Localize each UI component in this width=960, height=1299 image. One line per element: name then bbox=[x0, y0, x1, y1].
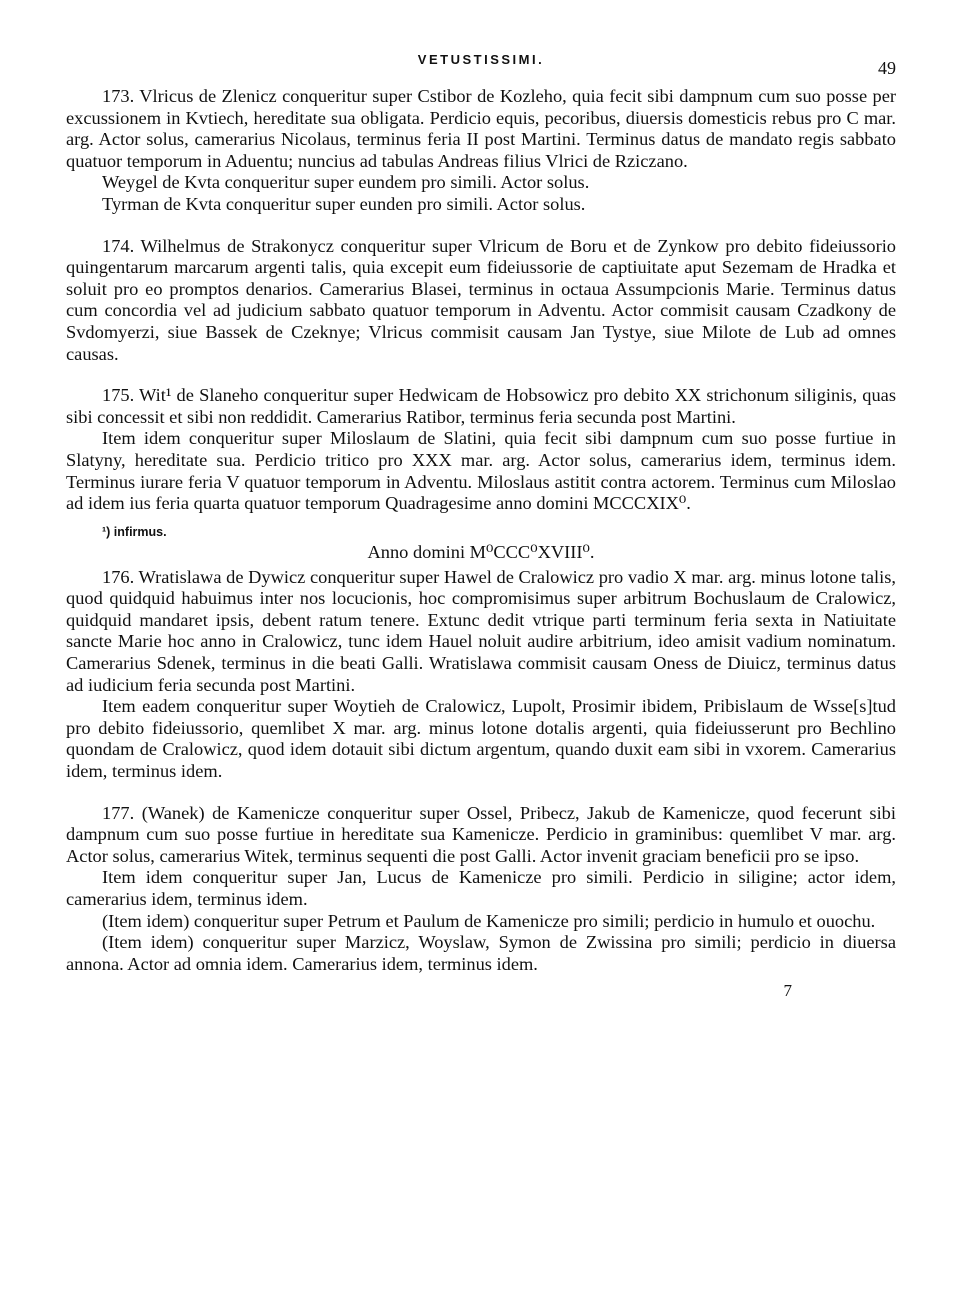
paragraph: (Item idem) conqueritur super Petrum et Paulum de Kamenicze pro simili; perdicio in humulo et ouochu. bbox=[102, 910, 876, 931]
paragraph: Item eadem conqueritur super Woytieh de Cralowicz, Lupolt, Prosimir ibidem, Pribislaum de Wsse[s]tud pro debito fideiussorio, quemlibet X mar. arg. minus lotone dotalis argenti, quia fideiusserunt pro Bechlino quondam de Cralowicz, quod idem dotauit sibi dictum argentum, quando duxit eam sibi in vxorem. Camerarius idem, terminus idem. bbox=[66, 696, 896, 782]
entry-175 bbox=[66, 385, 896, 515]
paragraph: 173. Vlricus de Zlenicz conqueritur super Cstibor de Kozleho, quia fecit sibi dampnum cum suo posse per excussionem in Kvtiech, hereditate sua obligata. Perdicio equis, pecoribus, diuersis domesticis rebus pro C mar. arg. Actor solus, camerarius Nicolaus, terminus feria II post Martini. Terminus datus de mandato regis sabbato quatuor temporum in Aduentu; nuncius ad tabulas Andreas filius Vlrici de Rziczano. bbox=[66, 86, 896, 171]
year-heading: Anno domini M⁰CCC⁰XVIII⁰. bbox=[367, 541, 595, 562]
paragraph: Item idem conqueritur super Jan, Lucus de Kamenicze pro simili. Perdicio in siligine; actor idem, camerarius idem, terminus idem. bbox=[66, 867, 896, 909]
paragraph: 175. Wit¹ de Slaneho conqueritur super Hedwicam de Hobsowicz pro debito XX strichonum siliginis, quas sibi concessit et sibi non reddidit. Camerarius Ratibor, terminus feria secunda post Martini. bbox=[66, 385, 896, 427]
paragraph: (Item idem) conqueritur super Marzicz, Woyslaw, Symon de Zwissina pro simili; perdicio in diuersa annona. Actor ad omnia idem. Camerarius idem, terminus idem. bbox=[66, 932, 896, 974]
running-head: VETUSTISSIMI. bbox=[417, 52, 545, 67]
page-header bbox=[66, 50, 896, 86]
paragraph: 176. Wratislawa de Dywicz conqueritur super Hawel de Cralowicz pro vadio X mar. arg. minus lotone talis, quod quidquid habuimus inter nos locucionis, hoc compromisimus super arbitrum Bochuslaum de Cralowicz, quidquid mandaret ipsis, debent ratum tenere. Extunc dedit vtrique parti terminum feria sexta in Natiuitate sancte Marie hoc anno in Cralowicz, tunc idem Hauel noluit audire arbitrium, ideo amisit vadium nominatum. Camerarius Sdenek, terminus in die beati Galli. Wratislawa commisit causam Oness de Diuicz, terminus datus ad iudicium feria secunda post Martini. bbox=[66, 566, 896, 695]
entry-176 bbox=[66, 567, 896, 783]
signature-mark: 7 bbox=[783, 981, 792, 1001]
paragraph: 177. (Wanek) de Kamenicze conqueritur super Ossel, Pribecz, Jakub de Kamenicze, quod fecerunt sibi dampnum cum suo posse furtiue in hereditate sua Kamenicze. Perdicio in graminibus: quemlibet V mar. arg. Actor solus, camerarius Witek, terminus sequenti die post Galli. Actor invenit graciam beneficii pro se ipso. bbox=[66, 802, 896, 866]
paragraph: Tyrman de Kvta conqueritur super eunden pro simili. Actor solus. bbox=[102, 193, 586, 214]
footnote: ¹) infirmus. bbox=[102, 524, 167, 539]
entry-174 bbox=[66, 236, 896, 366]
paragraph: Weygel de Kvta conqueritur super eundem pro simili. Actor solus. bbox=[102, 172, 590, 193]
entry-173 bbox=[66, 86, 896, 216]
document-page bbox=[66, 50, 896, 1001]
page-number: 49 bbox=[878, 58, 896, 78]
paragraph: 174. Wilhelmus de Strakonycz conqueritur super Vlricum de Boru et de Zynkow pro debito fideiussorio quingentarum marcarum argenti talis, quia excepit eum fideiussorie de captiuitate aput Sezemam de Hradka et soluit pro eo promptos denarios. Camerarius Blasei, terminus in octaua Assumpcionis Marie. Terminus datus cum concordia vel ad judicium sabbato quatuor temporum in Adventu. Actor commisit causam Czadkony de Svdomyerzi, siue Bassek de Czeknye; Vlricus commisit causam Jan Tystye, siue Milote de Lub ad omnes causas. bbox=[66, 235, 896, 364]
paragraph: Item idem conqueritur super Miloslaum de Slatini, quia fecit sibi dampnum cum suo posse furtiue in Slatyny, hereditate sua. Perdicio tritico pro XXX mar. arg. Actor solus, camerarius idem, terminus idem. Terminus iurare feria V quatuor temporum in Adventu. Miloslaus astitit contra actorem. Terminus cum Miloslao ad idem ius feria quarta quatuor temporum Quadragesime anno domini MCCCXIX⁰. bbox=[66, 428, 896, 514]
entry-177 bbox=[66, 803, 896, 976]
